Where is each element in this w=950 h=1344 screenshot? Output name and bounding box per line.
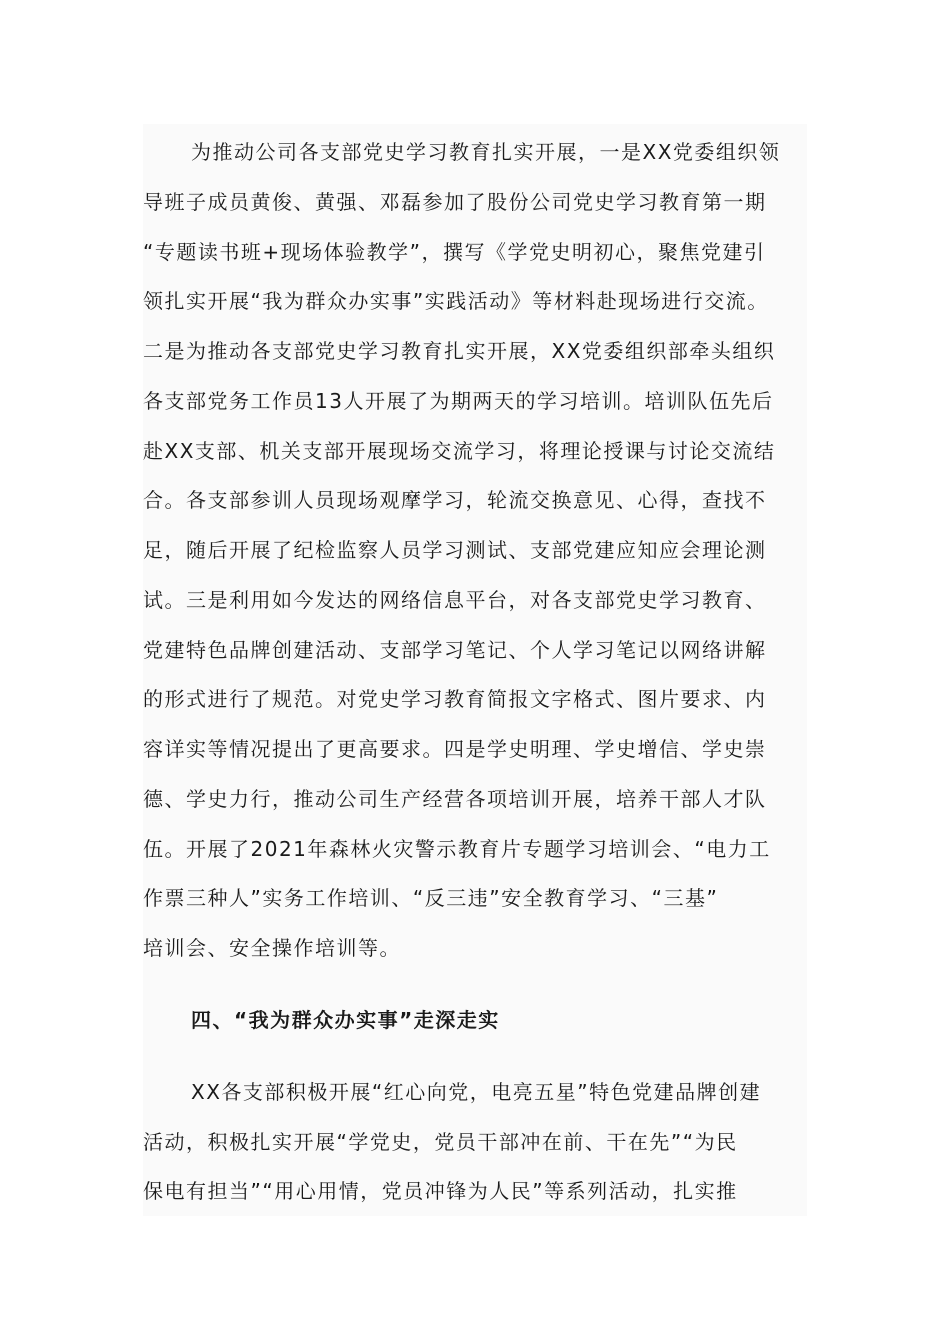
text-line: 为推动公司各支部党史学习教育扎实开展，一是XX党委组织领 (191, 140, 781, 164)
text-line: 赴XX支部、机关支部开展现场交流学习，将理论授课与讨论交流结 (143, 439, 776, 463)
text-line: 作票三种人”实务工作培训、“反三违”安全教育学习、“三基” (143, 886, 719, 910)
text-line: 德、学史力行，推动公司生产经营各项培训开展，培养干部人才队 (143, 787, 767, 811)
text-line: 合。各支部参训人员现场观摩学习，轮流交换意见、心得，查找不 (143, 488, 767, 512)
text-line: 容详实等情况提出了更高要求。四是学史明理、学史增信、学史崇 (143, 737, 767, 761)
document-page (143, 124, 807, 1216)
section-heading: 四、“我为群众办实事”走深走实 (191, 1008, 500, 1032)
text-line: 足，随后开展了纪检监察人员学习测试、支部党建应知应会理论测 (143, 538, 767, 562)
text-line: 的形式进行了规范。对党史学习教育简报文字格式、图片要求、内 (143, 687, 767, 711)
text-line: “专题读书班+现场体验教学”，撰写《学党史明初心，聚焦党建引 (143, 240, 766, 264)
text-line: 保电有担当”“用心用情，党员冲锋为人民”等系列活动，扎实推 (143, 1179, 738, 1203)
text-line: 活动，积极扎实开展“学党史，党员干部冲在前、干在先”“为民 (143, 1130, 738, 1154)
text-line: 导班子成员黄俊、黄强、邓磊参加了股份公司党史学习教育第一期 (143, 190, 767, 214)
text-line: 党建特色品牌创建活动、支部学习笔记、个人学习笔记以网络讲解 (143, 638, 767, 662)
text-line: 各支部党务工作员13人开展了为期两天的学习培训。培训队伍先后 (143, 389, 774, 413)
text-line: XX各支部积极开展“红心向党，电亮五星”特色党建品牌创建 (191, 1080, 762, 1104)
text-line: 领扎实开展“我为群众办实事”实践活动》等材料赴现场进行交流。 (143, 289, 769, 313)
text-line: 试。三是利用如今发达的网络信息平台，对各支部党史学习教育、 (143, 588, 767, 612)
text-line: 培训会、安全操作培训等。 (143, 936, 401, 960)
text-line: 二是为推动各支部党史学习教育扎实开展，XX党委组织部牵头组织 (143, 339, 776, 363)
text-line: 伍。开展了2021年森林火灾警示教育片专题学习培训会、“电力工 (143, 837, 771, 861)
